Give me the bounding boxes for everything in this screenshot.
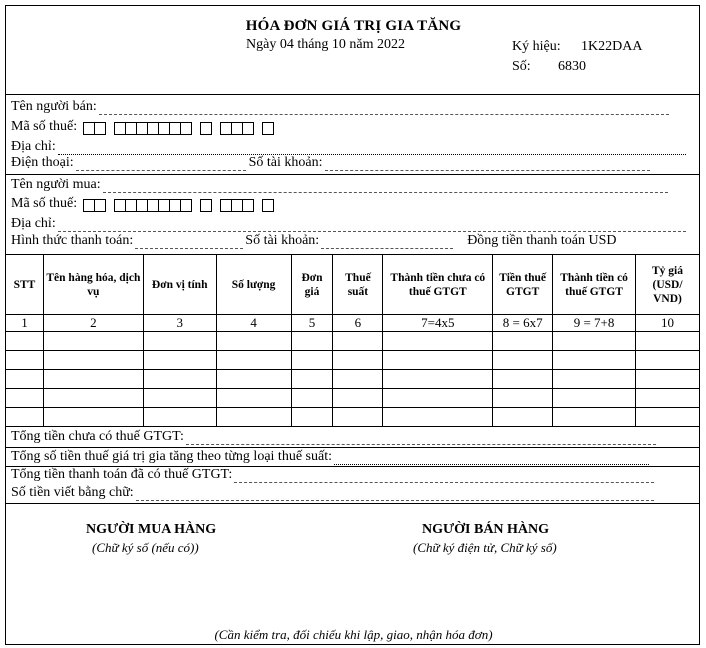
buyer-tax-boxes[interactable] xyxy=(83,199,273,212)
col-header: Số lượng xyxy=(216,255,291,315)
col-header: STT xyxy=(6,255,44,315)
amount-words-field[interactable] xyxy=(136,489,654,501)
buyer-tax-label: Mã số thuế: xyxy=(11,196,78,211)
col-header: Thành tiền có thuế GTGT xyxy=(553,255,636,315)
items-table xyxy=(5,254,700,427)
numbering-row xyxy=(6,315,700,332)
buyer-account-field[interactable] xyxy=(321,237,453,249)
table-row[interactable] xyxy=(6,389,700,408)
table-header-row xyxy=(6,255,700,315)
table-row[interactable] xyxy=(6,370,700,389)
col-header: Thuế suất xyxy=(333,255,383,315)
amount-words-label: Số tiền viết bằng chữ: xyxy=(11,485,134,500)
amount-words-row xyxy=(11,485,654,501)
col-header: Đơn vị tính xyxy=(143,255,216,315)
payment-method-field[interactable] xyxy=(135,237,243,249)
col-number: 8 = 6x7 xyxy=(493,315,553,332)
col-header: Tên hàng hóa, dịch vụ xyxy=(43,255,143,315)
symbol-value: 1K22DAA xyxy=(581,39,643,54)
seller-signature-title: NGƯỜI BÁN HÀNG xyxy=(422,522,550,537)
col-number: 10 xyxy=(636,315,700,332)
seller-phone-row xyxy=(11,155,650,171)
col-number: 5 xyxy=(291,315,333,332)
seller-signature-note: (Chữ ký điện tử, Chữ ký số) xyxy=(413,540,557,555)
subtotal-field[interactable] xyxy=(186,433,656,445)
col-header: Đơn giá xyxy=(291,255,333,315)
table-row[interactable] xyxy=(6,408,700,427)
seller-tax-boxes[interactable] xyxy=(83,122,273,135)
divider xyxy=(6,94,699,95)
seller-account-label: Số tài khoản: xyxy=(248,155,323,170)
table-row[interactable] xyxy=(6,332,700,351)
buyer-address-label: Địa chỉ: xyxy=(11,216,56,231)
seller-tax-row xyxy=(11,119,273,135)
seller-address-label: Địa chỉ: xyxy=(11,139,56,154)
seller-name-row xyxy=(11,99,669,115)
subtotal-label: Tổng tiền chưa có thuế GTGT: xyxy=(11,429,184,444)
buyer-address-field[interactable] xyxy=(58,220,686,232)
seller-tax-label: Mã số thuế: xyxy=(11,119,78,134)
col-header: Tỷ giá (USD/ VND) xyxy=(636,255,700,315)
invoice-date: Ngày 04 tháng 10 năm 2022 xyxy=(246,37,406,52)
divider xyxy=(6,174,699,175)
payment-method-label: Hình thức thanh toán: xyxy=(11,233,134,248)
subtotal-row xyxy=(11,429,656,445)
col-number: 6 xyxy=(333,315,383,332)
col-header: Tiền thuế GTGT xyxy=(493,255,553,315)
buyer-payment-row xyxy=(11,233,617,249)
invoice-frame xyxy=(5,5,700,645)
seller-name-field[interactable] xyxy=(99,103,669,115)
invoice-title: HÓA ĐƠN GIÁ TRỊ GIA TĂNG xyxy=(245,18,462,34)
table-row[interactable] xyxy=(6,351,700,370)
seller-address-row xyxy=(11,139,686,155)
col-number: 9 = 7+8 xyxy=(553,315,636,332)
seller-address-field[interactable] xyxy=(58,143,686,155)
vat-total-label: Tổng số tiền thuế giá trị gia tăng theo từng loại thuế suất: xyxy=(11,449,332,464)
buyer-name-label: Tên người mua: xyxy=(11,177,101,192)
col-number: 3 xyxy=(143,315,216,332)
seller-phone-label: Điện thoại: xyxy=(11,155,74,170)
seller-name-label: Tên người bán: xyxy=(11,99,97,114)
col-number: 4 xyxy=(216,315,291,332)
grand-total-label: Tổng tiền thanh toán đã có thuế GTGT: xyxy=(11,467,233,482)
seller-phone-field[interactable] xyxy=(76,159,246,171)
invoice-number-label: Số: xyxy=(512,59,531,74)
col-header: Thành tiền chưa có thuế GTGT xyxy=(383,255,493,315)
col-number: 7=4x5 xyxy=(383,315,493,332)
divider xyxy=(6,447,699,448)
buyer-name-field[interactable] xyxy=(103,181,668,193)
grand-total-field[interactable] xyxy=(234,471,654,483)
buyer-tax-row xyxy=(11,196,273,212)
buyer-signature-note: (Chữ ký số (nếu có)) xyxy=(92,540,199,555)
payment-currency: Đồng tiền thanh toán USD xyxy=(467,233,617,248)
buyer-name-row xyxy=(11,177,668,193)
grand-total-row xyxy=(11,467,654,483)
invoice-number-value: 6830 xyxy=(558,59,586,74)
divider xyxy=(6,503,699,504)
buyer-address-row xyxy=(11,216,686,232)
buyer-signature-title: NGƯỜI MUA HÀNG xyxy=(86,522,217,537)
vat-total-row xyxy=(11,449,649,465)
vat-total-field[interactable] xyxy=(334,453,649,465)
col-number: 2 xyxy=(43,315,143,332)
buyer-account-label: Số tài khoản: xyxy=(245,233,320,248)
footer-note: (Cần kiểm tra, đối chiếu khi lập, giao, nhận hóa đơn) xyxy=(214,627,493,642)
symbol-label: Ký hiệu: xyxy=(512,39,561,54)
col-number: 1 xyxy=(6,315,44,332)
seller-account-field[interactable] xyxy=(325,159,650,171)
